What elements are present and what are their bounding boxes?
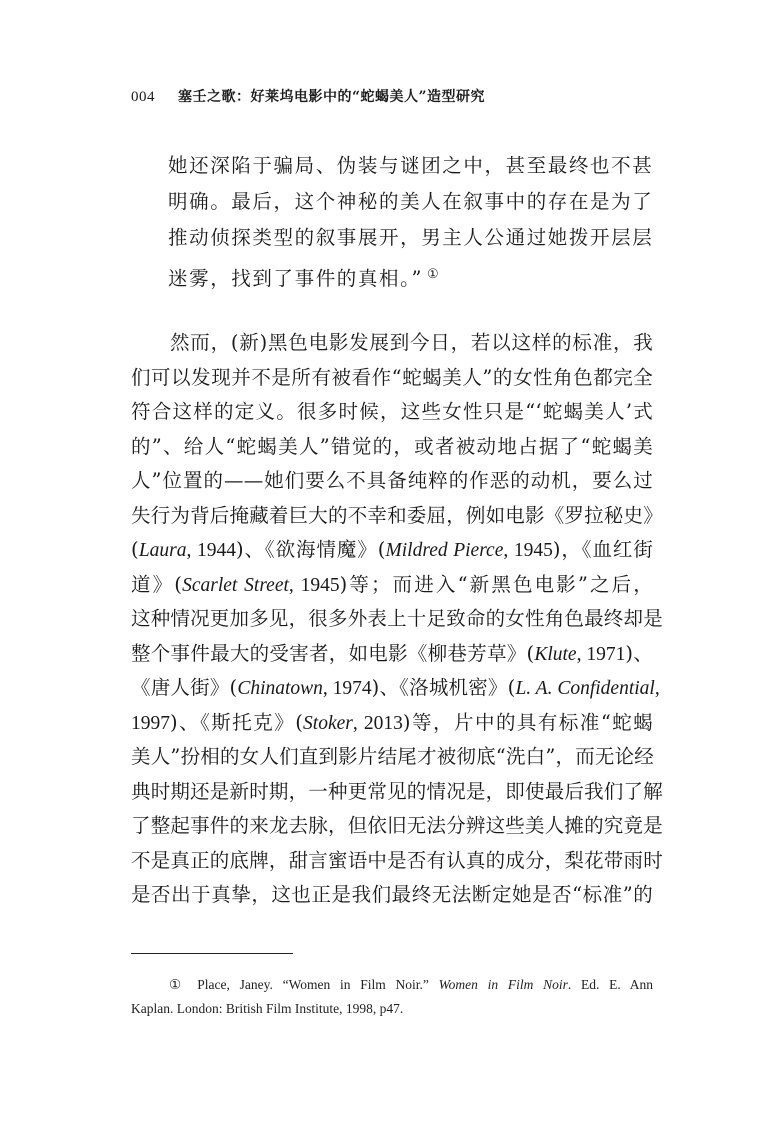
body-line	[131, 568, 653, 603]
film-title-laura: Laura	[138, 540, 187, 561]
body-line: 美人”扮相的女人们直到影片结尾才被彻底“洗白”，而无论经	[131, 745, 655, 768]
film-title-chinatown: Chinatown	[237, 678, 323, 699]
quote-line: 明确。最后，这个神秘的美人在叙事中的存在是为了	[168, 190, 654, 213]
footnote-divider	[131, 953, 293, 954]
body-line: 们可以发现并不是所有被看作“蛇蝎美人”的女性角色都完全	[131, 365, 653, 389]
body-line	[131, 533, 653, 568]
footnote-text: . Ed. E. Ann	[567, 977, 653, 992]
text-span: )等；而进入“新黑色电影”之后，	[339, 572, 653, 596]
body-line: 不是真正的底牌，甜言蜜语中是否有认真的成分，梨花带雨时	[131, 848, 663, 872]
running-header	[131, 86, 485, 106]
body-line	[131, 671, 660, 706]
footnote-line	[131, 973, 653, 997]
body-line: 失行为背后掩藏着巨大的不幸和委屈，例如电影《罗拉秘史》	[131, 503, 663, 527]
text-span: )、	[625, 641, 653, 665]
text-span: 《唐人街》(	[131, 676, 238, 699]
text-span: )、《欲海情魔》(	[235, 538, 386, 561]
text-span: )、《斯托克》(	[170, 710, 304, 734]
body-line: 人”位置的——她们要么不具备纯粹的作恶的动机，要么过	[131, 469, 653, 492]
page-number: 004	[131, 89, 155, 105]
text-span: )，《血红街	[552, 538, 654, 561]
film-year: , 2013	[352, 712, 403, 734]
film-year: , 1944	[186, 540, 236, 561]
footnote	[131, 973, 653, 1021]
film-title-scarlet-street: Scarlet Street	[182, 574, 289, 596]
film-title-la-confidential: L. A. Confidential	[515, 678, 655, 699]
film-year: 1997	[131, 712, 170, 734]
film-year: , 1945	[288, 574, 340, 596]
footnote-line: Kaplan. London: British Film Institute, 1998, p47.	[131, 1001, 404, 1016]
film-year: , 1971	[576, 643, 626, 665]
film-year: , 1945	[503, 540, 553, 561]
body-line: 是否出于真挚，这也正是我们最终无法断定她是否“标准”的	[131, 883, 653, 906]
body-line: 典时期还是新时期，一种更常见的情况是，即使最后我们了解	[131, 779, 663, 803]
text-span: )、《洛城机密》(	[371, 676, 516, 699]
body-line: 符合这样的定义。很多时候，这些女性只是“‘蛇蝎美人’式	[131, 400, 653, 423]
text-span: )等，片中的具有标准“蛇蝎	[402, 710, 653, 734]
quote-line-text: 迷雾，找到了事件的真相。”	[168, 267, 424, 290]
quote-line: 推动侦探类型的叙事展开，男主人公通过她拨开层层	[168, 226, 654, 249]
text-span: 整个事件最大的受害者，如电影《柳巷芳草》(	[131, 641, 535, 665]
film-year: , 1974	[322, 678, 372, 699]
film-title-stoker: Stoker	[303, 712, 353, 734]
text-span: 道》(	[131, 572, 183, 596]
footnote-marker: ①	[169, 977, 188, 992]
block-quote	[168, 148, 654, 292]
running-title: 塞壬之歌：好莱坞电影中的“蛇蝎美人”造型研究	[177, 89, 486, 105]
footnote-text: Place, Janey. “Women in Film Noir.”	[197, 977, 439, 992]
footnote-reference: ①	[427, 266, 441, 281]
text-span: (	[131, 538, 139, 561]
quote-line-last	[168, 256, 638, 292]
body-line: 了整起事件的来龙去脉，但依旧无法分辨这些美人摊的究竟是	[131, 814, 663, 837]
body-paragraph	[131, 326, 663, 913]
film-title-mildred-pierce: Mildred Pierce	[385, 540, 504, 561]
quote-line: 她还深陷于骗局、伪装与谜团之中，甚至最终也不甚	[168, 154, 654, 177]
body-line	[131, 637, 653, 672]
body-line: 然而，(新)黑色电影发展到今日，若以这样的标准，我	[170, 331, 653, 354]
text-span: ,	[654, 678, 660, 699]
footnote-book-title: Women in Film Noir	[438, 977, 568, 992]
body-line: 这种情况更加多见，很多外表上十足致命的女性角色最终却是	[131, 607, 663, 630]
body-line: 的”、给人“蛇蝎美人”错觉的，或者被动地占据了“蛇蝎美	[131, 434, 653, 458]
body-line	[131, 706, 653, 741]
film-title-klute: Klute	[534, 643, 577, 665]
